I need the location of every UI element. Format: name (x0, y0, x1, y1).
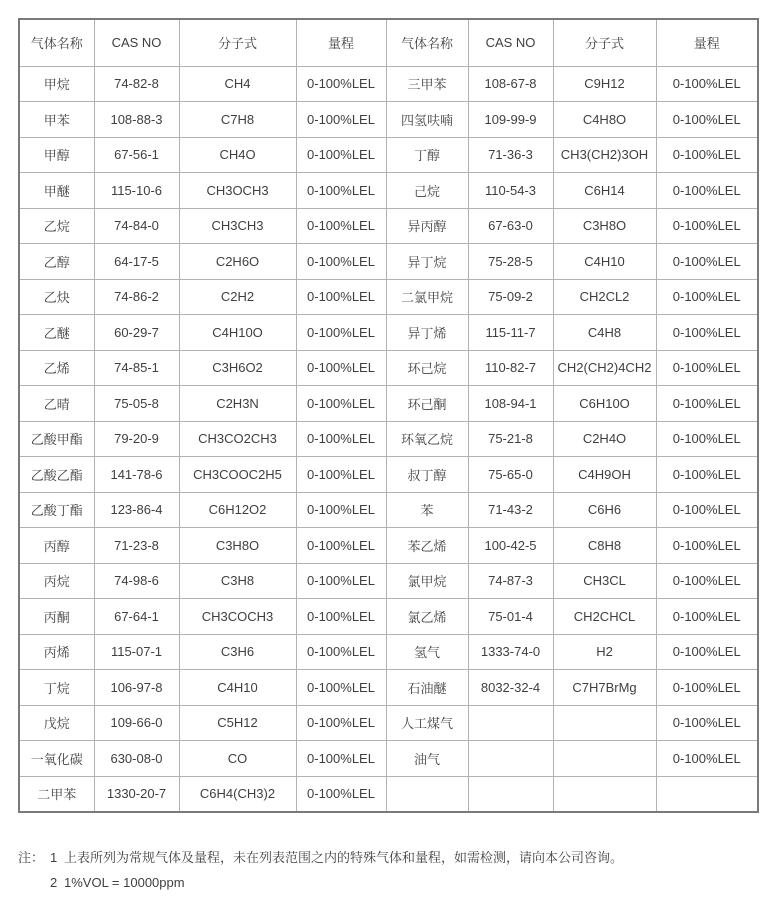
range-cell: 0-100%LEL (656, 670, 758, 706)
range-cell: 0-100%LEL (296, 528, 386, 564)
table-row (19, 102, 758, 138)
table-row (19, 421, 758, 457)
cas-no-cell: 110-82-7 (468, 350, 553, 386)
range-cell: 0-100%LEL (656, 208, 758, 244)
formula-cell: C2H4O (553, 421, 656, 457)
range-cell: 0-100%LEL (656, 421, 758, 457)
cas-no-cell (468, 741, 553, 777)
gas-name-cell: 苯乙烯 (386, 528, 468, 564)
cas-no-cell: 8032-32-4 (468, 670, 553, 706)
formula-cell: C6H14 (553, 173, 656, 209)
footnote-1 (18, 850, 623, 866)
gas-name-cell: 戊烷 (19, 705, 94, 741)
gas-name-cell: 乙醚 (19, 315, 94, 351)
formula-cell: CH4O (179, 137, 296, 173)
gas-name-cell: 乙晴 (19, 386, 94, 422)
table-row (19, 670, 758, 706)
table-row (19, 66, 758, 102)
range-cell: 0-100%LEL (296, 492, 386, 528)
gas-name-cell: 三甲苯 (386, 66, 468, 102)
gas-name-cell: 氯乙烯 (386, 599, 468, 635)
range-cell: 0-100%LEL (656, 705, 758, 741)
cas-no-cell: 108-88-3 (94, 102, 179, 138)
formula-cell: C3H6 (179, 634, 296, 670)
gas-name-cell: 环己酮 (386, 386, 468, 422)
gas-name-cell: 异丁烷 (386, 244, 468, 280)
formula-cell: CO (179, 741, 296, 777)
range-cell: 0-100%LEL (296, 705, 386, 741)
cas-no-cell: 67-56-1 (94, 137, 179, 173)
range-cell: 0-100%LEL (296, 173, 386, 209)
formula-cell: C6H10O (553, 386, 656, 422)
gas-name-cell: 乙炔 (19, 279, 94, 315)
cas-no-cell: 71-43-2 (468, 492, 553, 528)
cas-no-cell: 74-82-8 (94, 66, 179, 102)
table-row (19, 173, 758, 209)
range-cell: 0-100%LEL (296, 563, 386, 599)
range-cell: 0-100%LEL (296, 137, 386, 173)
gas-name-cell: 甲醇 (19, 137, 94, 173)
range-cell: 0-100%LEL (296, 244, 386, 280)
cas-no-cell: 64-17-5 (94, 244, 179, 280)
range-cell: 0-100%LEL (656, 492, 758, 528)
formula-cell: C4H8 (553, 315, 656, 351)
gas-name-cell: 丙烷 (19, 563, 94, 599)
footnote-prefix: 注： (18, 850, 45, 865)
header-gas-name-right: 气体名称 (386, 19, 468, 66)
range-cell: 0-100%LEL (296, 776, 386, 812)
formula-cell: C6H4(CH3)2 (179, 776, 296, 812)
range-cell: 0-100%LEL (296, 279, 386, 315)
formula-cell: C2H6O (179, 244, 296, 280)
header-formula-right: 分子式 (553, 19, 656, 66)
cas-no-cell: 1333-74-0 (468, 634, 553, 670)
footnote-2-number: 2 (50, 875, 58, 890)
cas-no-cell: 74-86-2 (94, 279, 179, 315)
footnotes (18, 850, 623, 900)
gas-range-table (18, 18, 759, 813)
cas-no-cell: 141-78-6 (94, 457, 179, 493)
gas-name-cell: 二氯甲烷 (386, 279, 468, 315)
formula-cell: C4H10 (179, 670, 296, 706)
cas-no-cell: 123-86-4 (94, 492, 179, 528)
range-cell: 0-100%LEL (296, 670, 386, 706)
range-cell: 0-100%LEL (656, 315, 758, 351)
gas-name-cell: 乙烷 (19, 208, 94, 244)
table-row (19, 279, 758, 315)
footnote-2-text: 1%VOL = 10000ppm (64, 875, 185, 890)
range-cell: 0-100%LEL (656, 457, 758, 493)
cas-no-cell: 115-10-6 (94, 173, 179, 209)
range-cell: 0-100%LEL (656, 244, 758, 280)
table-row (19, 244, 758, 280)
gas-name-cell: 一氧化碳 (19, 741, 94, 777)
cas-no-cell: 75-05-8 (94, 386, 179, 422)
range-cell: 0-100%LEL (296, 208, 386, 244)
range-cell: 0-100%LEL (656, 66, 758, 102)
cas-no-cell: 109-66-0 (94, 705, 179, 741)
cas-no-cell: 100-42-5 (468, 528, 553, 564)
range-cell: 0-100%LEL (656, 634, 758, 670)
gas-name-cell: 环己烷 (386, 350, 468, 386)
gas-table-body (19, 66, 758, 812)
gas-name-cell: 氢气 (386, 634, 468, 670)
formula-cell: C9H12 (553, 66, 656, 102)
cas-no-cell: 60-29-7 (94, 315, 179, 351)
range-cell: 0-100%LEL (656, 279, 758, 315)
gas-name-cell: 二甲苯 (19, 776, 94, 812)
formula-cell: C2H2 (179, 279, 296, 315)
range-cell: 0-100%LEL (296, 457, 386, 493)
formula-cell: CH3COOC2H5 (179, 457, 296, 493)
gas-name-cell: 甲烷 (19, 66, 94, 102)
range-cell: 0-100%LEL (656, 599, 758, 635)
gas-name-cell: 环氧乙烷 (386, 421, 468, 457)
range-cell: 0-100%LEL (296, 102, 386, 138)
table-row (19, 634, 758, 670)
formula-cell: C3H8 (179, 563, 296, 599)
range-cell: 0-100%LEL (656, 528, 758, 564)
gas-name-cell: 异丙醇 (386, 208, 468, 244)
table-row (19, 457, 758, 493)
cas-no-cell: 67-63-0 (468, 208, 553, 244)
cas-no-cell (468, 776, 553, 812)
formula-cell (553, 705, 656, 741)
table-row (19, 599, 758, 635)
formula-cell: C4H8O (553, 102, 656, 138)
gas-name-cell: 苯 (386, 492, 468, 528)
table-row (19, 528, 758, 564)
formula-cell: CH2CHCL (553, 599, 656, 635)
gas-name-cell: 乙酸乙酯 (19, 457, 94, 493)
gas-name-cell: 丁醇 (386, 137, 468, 173)
footnote-2 (18, 875, 623, 891)
gas-name-cell (386, 776, 468, 812)
cas-no-cell: 109-99-9 (468, 102, 553, 138)
formula-cell: C3H8O (179, 528, 296, 564)
range-cell: 0-100%LEL (656, 563, 758, 599)
gas-name-cell: 丙醇 (19, 528, 94, 564)
gas-name-cell: 丙酮 (19, 599, 94, 635)
formula-cell (553, 741, 656, 777)
cas-no-cell: 67-64-1 (94, 599, 179, 635)
formula-cell: CH4 (179, 66, 296, 102)
gas-name-cell: 人工煤气 (386, 705, 468, 741)
cas-no-cell: 115-07-1 (94, 634, 179, 670)
cas-no-cell: 1330-20-7 (94, 776, 179, 812)
range-cell: 0-100%LEL (296, 599, 386, 635)
range-cell: 0-100%LEL (296, 634, 386, 670)
range-cell: 0-100%LEL (656, 102, 758, 138)
range-cell: 0-100%LEL (656, 386, 758, 422)
range-cell: 0-100%LEL (656, 137, 758, 173)
table-row (19, 315, 758, 351)
formula-cell: C6H6 (553, 492, 656, 528)
range-cell: 0-100%LEL (296, 421, 386, 457)
gas-name-cell: 乙酸丁酯 (19, 492, 94, 528)
gas-name-cell: 叔丁醇 (386, 457, 468, 493)
gas-name-cell: 丁烷 (19, 670, 94, 706)
formula-cell: C8H8 (553, 528, 656, 564)
cas-no-cell (468, 705, 553, 741)
cas-no-cell: 75-65-0 (468, 457, 553, 493)
header-range-right: 量程 (656, 19, 758, 66)
cas-no-cell: 108-94-1 (468, 386, 553, 422)
header-range-left: 量程 (296, 19, 386, 66)
header-cas-no-right: CAS NO (468, 19, 553, 66)
gas-name-cell: 异丁烯 (386, 315, 468, 351)
gas-name-cell: 乙酸甲酯 (19, 421, 94, 457)
cas-no-cell: 75-01-4 (468, 599, 553, 635)
gas-name-cell: 氯甲烷 (386, 563, 468, 599)
cas-no-cell: 71-36-3 (468, 137, 553, 173)
table-row (19, 705, 758, 741)
range-cell: 0-100%LEL (296, 741, 386, 777)
cas-no-cell: 75-09-2 (468, 279, 553, 315)
range-cell: 0-100%LEL (296, 350, 386, 386)
table-row (19, 563, 758, 599)
gas-name-cell: 四氢呋喃 (386, 102, 468, 138)
formula-cell (553, 776, 656, 812)
range-cell: 0-100%LEL (656, 350, 758, 386)
gas-name-cell: 乙醇 (19, 244, 94, 280)
formula-cell: CH3COCH3 (179, 599, 296, 635)
range-cell: 0-100%LEL (656, 173, 758, 209)
cas-no-cell: 115-11-7 (468, 315, 553, 351)
cas-no-cell: 74-87-3 (468, 563, 553, 599)
formula-cell: C7H8 (179, 102, 296, 138)
cas-no-cell: 75-21-8 (468, 421, 553, 457)
formula-cell: C4H10O (179, 315, 296, 351)
cas-no-cell: 74-85-1 (94, 350, 179, 386)
cas-no-cell: 110-54-3 (468, 173, 553, 209)
formula-cell: C6H12O2 (179, 492, 296, 528)
cas-no-cell: 630-08-0 (94, 741, 179, 777)
cas-no-cell: 75-28-5 (468, 244, 553, 280)
formula-cell: H2 (553, 634, 656, 670)
table-row (19, 137, 758, 173)
formula-cell: C2H3N (179, 386, 296, 422)
gas-name-cell: 石油醚 (386, 670, 468, 706)
cas-no-cell: 108-67-8 (468, 66, 553, 102)
range-cell: 0-100%LEL (656, 741, 758, 777)
formula-cell: CH3(CH2)3OH (553, 137, 656, 173)
formula-cell: C3H8O (553, 208, 656, 244)
formula-cell: C7H7BrMg (553, 670, 656, 706)
gas-name-cell: 乙烯 (19, 350, 94, 386)
cas-no-cell: 79-20-9 (94, 421, 179, 457)
table-row (19, 492, 758, 528)
formula-cell: CH3CL (553, 563, 656, 599)
gas-name-cell: 丙烯 (19, 634, 94, 670)
cas-no-cell: 71-23-8 (94, 528, 179, 564)
range-cell: 0-100%LEL (296, 315, 386, 351)
formula-cell: CH2CL2 (553, 279, 656, 315)
formula-cell: CH3CH3 (179, 208, 296, 244)
formula-cell: CH3OCH3 (179, 173, 296, 209)
range-cell: 0-100%LEL (296, 66, 386, 102)
gas-name-cell: 油气 (386, 741, 468, 777)
range-cell (656, 776, 758, 812)
header-gas-name-left: 气体名称 (19, 19, 94, 66)
header-row (19, 19, 758, 66)
formula-cell: C5H12 (179, 705, 296, 741)
formula-cell: CH3CO2CH3 (179, 421, 296, 457)
header-cas-no-left: CAS NO (94, 19, 179, 66)
cas-no-cell: 74-98-6 (94, 563, 179, 599)
table-row (19, 386, 758, 422)
table-row (19, 776, 758, 812)
cas-no-cell: 106-97-8 (94, 670, 179, 706)
gas-name-cell: 己烷 (386, 173, 468, 209)
header-formula-left: 分子式 (179, 19, 296, 66)
table-row (19, 741, 758, 777)
table-row (19, 208, 758, 244)
footnote-1-text: 上表所列为常规气体及量程，未在列表范围之内的特殊气体和量程，如需检测，请向本公司咨询。 (64, 850, 624, 865)
gas-name-cell: 甲醚 (19, 173, 94, 209)
range-cell: 0-100%LEL (296, 386, 386, 422)
footnote-1-number: 1 (50, 850, 58, 865)
table-row (19, 350, 758, 386)
formula-cell: C4H9OH (553, 457, 656, 493)
formula-cell: C4H10 (553, 244, 656, 280)
formula-cell: CH2(CH2)4CH2 (553, 350, 656, 386)
gas-name-cell: 甲苯 (19, 102, 94, 138)
cas-no-cell: 74-84-0 (94, 208, 179, 244)
formula-cell: C3H6O2 (179, 350, 296, 386)
